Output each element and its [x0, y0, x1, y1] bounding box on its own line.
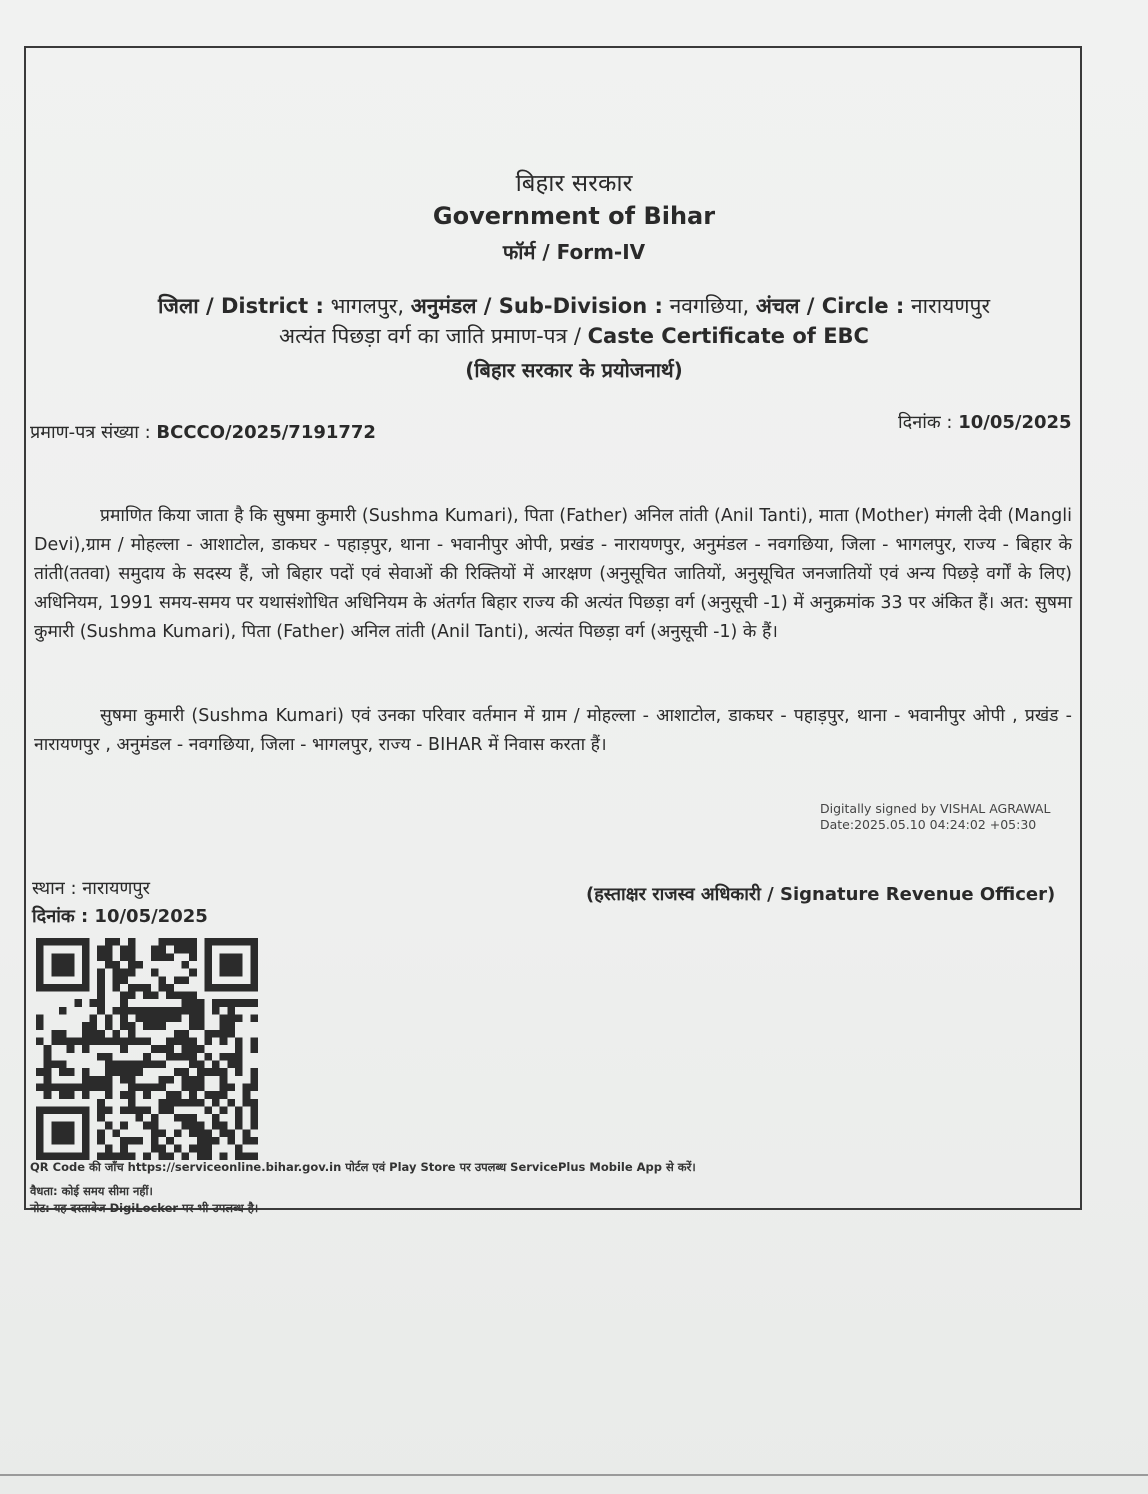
- validity-note: वैधता: कोई समय सीमा नहीं।: [30, 1184, 153, 1198]
- certification-paragraph: प्रमाणित किया जाता है कि सुषमा कुमारी (Sushma Kumari), पिता (Father) अनिल तांती (Anil Tanti), माता (Mother) मंगली देवी (Mangli Devi),ग्राम / मोहल्ला - आशाटोल, डाकघर - पहाड़पुर, थाना - भवानीपुर ओपी, प्रखंड - नारायणपुर, अनुमंडल - नवगछिया, जिला - भागलपुर, राज्य - बिहार के तांती(ततवा) समुदाय के सदस्य हैं, जो बिहार पदों एवं सेवाओं की रिक्तियों में आरक्षण (अनुसूचित जातियों, अनुसूचित जनजातियों एवं अन्य पिछड़े वर्गों के लिए) अधिनियम, 1991 समय-समय पर यथासंशोधित अधिनियम के अंतर्गत बिहार राज्य की अत्यंत पिछड़ा वर्ग (अनुसूची -1) में अनुक्रमांक 33 पर अंकित हैं। अत: सुषमा कुमारी (Sushma Kumari), पिता (Father) अनिल तांती (Anil Tanti), अत्यंत पिछड़ा वर्ग (अनुसूची -1) के हैं।: [34, 506, 1072, 642]
- certificate-number-value: BCCCO/2025/7191772: [156, 422, 376, 443]
- title-hindi: अत्यंत पिछड़ा वर्ग का जाति प्रमाण-पत्र /: [279, 324, 581, 348]
- govt-title-hindi: बिहार सरकार: [515, 169, 633, 197]
- qr-code-icon: [36, 938, 258, 1160]
- subdivision-value: नवगछिया,: [669, 294, 750, 318]
- certificate-date-value: 10/05/2025: [958, 412, 1072, 433]
- certificate-number: [30, 420, 376, 444]
- govt-title-english: Government of Bihar: [432, 202, 716, 230]
- district-value: भागलपुर,: [330, 294, 405, 318]
- location-line: [0, 292, 1148, 320]
- digital-signature-date: Date:2025.05.10 04:24:02 +05:30: [820, 817, 1037, 832]
- subdivision-label: अनुमंडल / Sub-Division :: [410, 294, 663, 318]
- page-edge-divider: [0, 1474, 1148, 1476]
- certificate-date: [898, 410, 1072, 434]
- circle-label: अंचल / Circle :: [755, 294, 905, 318]
- certificate-number-label: प्रमाण-पत्र संख्या :: [30, 422, 151, 443]
- issue-date: दिनांक : 10/05/2025: [32, 906, 208, 927]
- certificate-purpose: (बिहार सरकार के प्रयोजनार्थ): [465, 358, 683, 382]
- form-number: फॉर्म / Form-IV: [502, 240, 646, 264]
- signature-label: (हस्ताक्षर राजस्व अधिकारी / Signature Revenue Officer): [586, 884, 1056, 905]
- qr-verification-note: QR Code की जाँच https://serviceonline.bihar.gov.in पोर्टल एवं Play Store पर उपलब्ध ServicePlus Mobile App से करें।: [30, 1160, 696, 1174]
- certificate-title: [0, 322, 1148, 350]
- circle-value: नारायणपुर: [911, 294, 991, 318]
- district-label: जिला / District :: [157, 294, 324, 318]
- digilocker-note: नोट: यह दस्तावेज DigiLocker पर भी उपलब्ध है।: [30, 1201, 259, 1215]
- digital-signature-signer: Digitally signed by VISHAL AGRAWAL: [820, 801, 1051, 816]
- digital-signature: [820, 801, 1050, 833]
- residence-paragraph: सुषमा कुमारी (Sushma Kumari) एवं उनका परिवार वर्तमान में ग्राम / मोहल्ला - आशाटोल, डाकघर - पहाड़पुर, थाना - भवानीपुर ओपी , प्रखंड - नारायणपुर , अनुमंडल - नवगछिया, जिला - भागलपुर, राज्य - BIHAR में निवास करता हैं।: [34, 706, 1072, 755]
- title-english: Caste Certificate of EBC: [587, 324, 869, 348]
- certificate-date-label: दिनांक :: [898, 412, 953, 433]
- place: स्थान : नारायणपुर: [32, 878, 151, 899]
